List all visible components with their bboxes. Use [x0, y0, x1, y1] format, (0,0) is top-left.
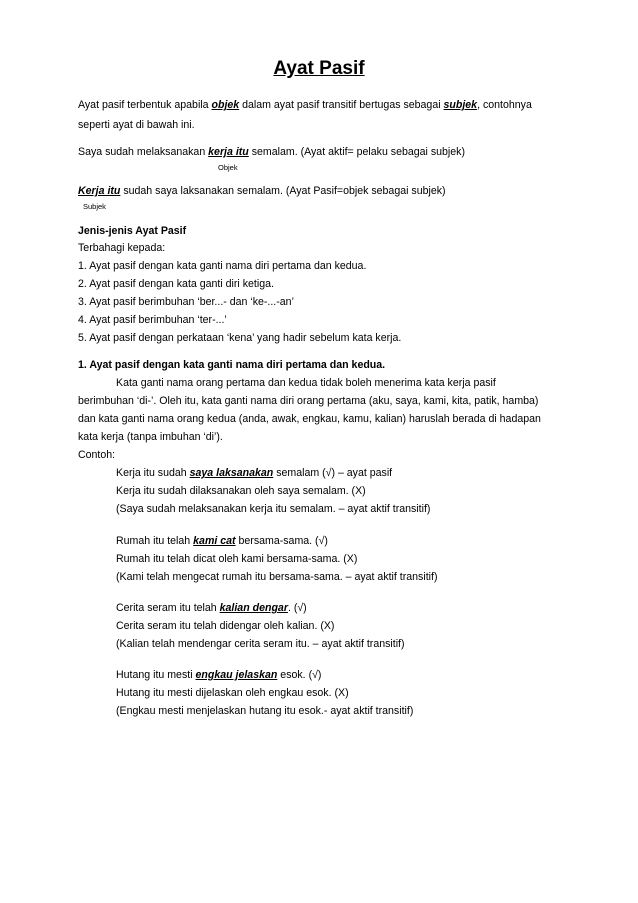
example-text: semalam (√) – ayat pasif: [273, 467, 393, 479]
example-4-line-1: [116, 668, 321, 682]
passive-example: [78, 184, 446, 198]
example-text: sudah saya laksanakan semalam. (Ayat Pasif=objek sebagai subjek): [120, 185, 446, 197]
example-3-line-2: Cerita seram itu telah didengar oleh kalian. (X): [116, 620, 335, 632]
intro-line-2: seperti ayat di bawah ini.: [78, 119, 195, 131]
contoh-label: Contoh:: [78, 449, 116, 461]
emphasis-subjek: subjek: [443, 99, 478, 111]
example-text: Cerita seram itu telah: [116, 602, 220, 614]
objek-label: Objek: [218, 163, 238, 172]
intro-text: , contohnya: [477, 99, 532, 111]
emphasis-pronoun-verb: kalian dengar: [219, 602, 288, 614]
section1-paragraph-line: dan kata ganti nama orang kedua (anda, awak, engkau, kamu, kalian) haruslah berada di hadapan: [78, 413, 541, 425]
emphasis-kerja-itu: Kerja itu: [78, 185, 121, 197]
example-3-line-1: [116, 601, 307, 615]
subjek-label: Subjek: [83, 202, 106, 211]
example-text: bersama-sama. (√): [235, 535, 328, 547]
emphasis-pronoun-verb: saya laksanakan: [189, 467, 274, 479]
emphasis-pronoun-verb: engkau jelaskan: [195, 669, 278, 681]
intro-text: dalam ayat pasif transitif bertugas sebagai: [239, 99, 444, 111]
intro-text: Ayat pasif terbentuk apabila: [78, 99, 212, 111]
types-heading: Jenis-jenis Ayat Pasif: [78, 225, 187, 237]
types-subheading: Terbahagi kepada:: [78, 242, 166, 254]
example-4-line-2: Hutang itu mesti dijelaskan oleh engkau esok. (X): [116, 687, 349, 699]
types-item-5: 5. Ayat pasif dengan perkataan ‘kena’ yang hadir sebelum kata kerja.: [78, 332, 402, 344]
example-text: Saya sudah melaksanakan: [78, 146, 209, 158]
emphasis-pronoun-verb: kami cat: [193, 535, 236, 547]
example-text: Kerja itu sudah: [116, 467, 190, 479]
example-text: . (√): [287, 602, 307, 614]
example-1-line-2: Kerja itu sudah dilaksanakan oleh saya semalam. (X): [116, 485, 366, 497]
section1-paragraph-line: kata kerja (tanpa imbuhan ‘di’).: [78, 431, 223, 443]
types-item-1: 1. Ayat pasif dengan kata ganti nama diri pertama dan kedua.: [78, 260, 367, 272]
example-1-line-3: (Saya sudah melaksanakan kerja itu semalam. – ayat aktif transitif): [116, 503, 431, 515]
section1-heading: 1. Ayat pasif dengan kata ganti nama diri pertama dan kedua.: [78, 359, 386, 371]
section1-paragraph-line: Kata ganti nama orang pertama dan kedua tidak boleh menerima kata kerja pasif: [116, 377, 496, 389]
example-2-line-3: (Kami telah mengecat rumah itu bersama-sama. – ayat aktif transitif): [116, 571, 438, 583]
types-item-4: 4. Ayat pasif berimbuhan ‘ter-...’: [78, 314, 227, 326]
types-item-3: 3. Ayat pasif berimbuhan ‘ber...- dan ‘ke-...-an’: [78, 296, 294, 308]
example-text: Hutang itu mesti: [116, 669, 196, 681]
types-item-2: 2. Ayat pasif dengan kata ganti diri ketiga.: [78, 278, 274, 290]
emphasis-kerja-itu: kerja itu: [208, 146, 249, 158]
intro-line-1: [78, 98, 532, 112]
active-example: [78, 145, 465, 159]
example-text: esok. (√): [277, 669, 322, 681]
example-4-line-3: (Engkau mesti menjelaskan hutang itu esok.- ayat aktif transitif): [116, 705, 414, 717]
section1-paragraph-line: berimbuhan ‘di-’. Oleh itu, kata ganti nama diri orang pertama (aku, saya, kami, kita, patik, hamba): [78, 395, 539, 407]
emphasis-objek: objek: [211, 99, 240, 111]
example-2-line-2: Rumah itu telah dicat oleh kami bersama-sama. (X): [116, 553, 358, 565]
example-text: Rumah itu telah: [116, 535, 194, 547]
example-2-line-1: [116, 534, 328, 548]
page-title: Ayat Pasif: [273, 58, 365, 79]
example-text: semalam. (Ayat aktif= pelaku sebagai subjek): [248, 146, 466, 158]
example-3-line-3: (Kalian telah mendengar cerita seram itu. – ayat aktif transitif): [116, 638, 405, 650]
example-1-line-1: [116, 466, 392, 480]
